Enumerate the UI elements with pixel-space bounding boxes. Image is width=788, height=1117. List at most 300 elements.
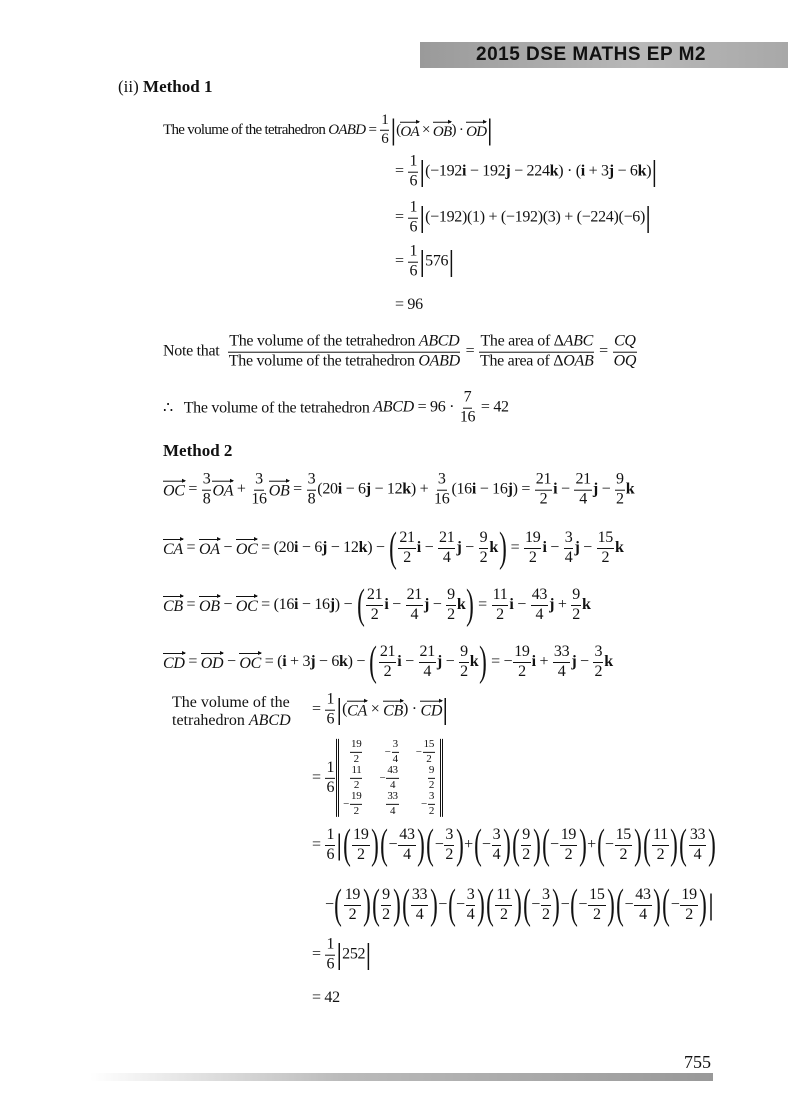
unit-vector-j: j	[507, 481, 513, 498]
vector-cb: CB	[163, 594, 183, 616]
fraction	[352, 827, 369, 864]
fraction	[408, 244, 418, 281]
text: (	[396, 121, 401, 138]
text: −	[401, 653, 418, 670]
text: (16	[451, 481, 472, 498]
paren-glyph: )	[392, 882, 401, 928]
denominator: 4	[466, 905, 475, 923]
unit-vector-j: j	[592, 481, 598, 498]
numerator: 1	[325, 760, 335, 779]
right-paren	[670, 824, 679, 866]
text: The volume of the tetrahedron	[163, 121, 329, 138]
left-paren	[388, 527, 397, 569]
fraction	[553, 644, 570, 681]
numerator: 43	[531, 587, 548, 606]
denominator: 2	[370, 605, 379, 623]
denominator: 2	[479, 548, 488, 566]
text: =	[312, 701, 325, 718]
sign: −	[420, 798, 427, 811]
unit-vector-j: j	[436, 653, 442, 670]
fraction	[428, 791, 435, 817]
fraction	[597, 530, 614, 567]
right-paren	[392, 884, 401, 926]
fraction	[350, 791, 362, 817]
text: =	[312, 946, 325, 963]
denominator: 4	[403, 845, 411, 863]
text: 252	[342, 946, 366, 963]
denominator: 4	[410, 605, 419, 623]
paren-glyph: (	[541, 822, 550, 868]
unit-vector-k: k	[402, 481, 411, 498]
numerator: 19	[560, 827, 577, 846]
denominator: 8	[307, 490, 316, 508]
paren-glyph: (	[570, 882, 578, 928]
text: = −	[487, 653, 513, 670]
fraction	[398, 827, 415, 864]
text: ) −	[367, 539, 389, 556]
unit-vector-k: k	[469, 653, 479, 670]
left-paren	[616, 884, 625, 926]
denominator: 6	[381, 130, 389, 147]
sign: −	[379, 772, 386, 784]
fraction	[307, 472, 317, 509]
denominator: 4	[415, 905, 424, 923]
text: −	[325, 896, 334, 913]
text: =	[395, 163, 408, 180]
fraction	[406, 587, 423, 624]
numerator: 11	[652, 827, 669, 846]
unit-vector-j: j	[329, 596, 335, 613]
vector-oa: OA	[212, 479, 233, 501]
unit-vector-i: i	[509, 596, 514, 613]
fraction	[428, 765, 435, 791]
text: = (20	[257, 539, 295, 556]
text: −	[441, 653, 459, 670]
unit-vector-i: i	[397, 653, 402, 670]
paren-glyph: (	[512, 822, 520, 868]
paren-glyph: (	[369, 639, 378, 685]
numerator: 3	[202, 472, 212, 491]
left-paren	[473, 824, 482, 866]
right-paren	[478, 641, 487, 683]
text: −	[576, 653, 593, 670]
paren-glyph: )	[653, 882, 661, 928]
unit-vector-j: j	[456, 539, 462, 556]
paren-glyph: )	[532, 822, 541, 868]
fraction	[521, 827, 531, 864]
right-paren	[653, 884, 662, 926]
numerator: 21	[398, 530, 415, 549]
text: ) · (	[558, 163, 581, 180]
fraction	[408, 154, 418, 191]
left-paren	[485, 884, 494, 926]
right-paren	[498, 527, 507, 569]
text: −	[219, 596, 236, 613]
text: =	[184, 653, 201, 670]
unit-vector-i: i	[553, 481, 558, 498]
sign: −	[415, 745, 422, 758]
denominator: 2	[541, 905, 550, 923]
unit-vector-k: k	[625, 481, 635, 498]
fraction	[444, 827, 454, 864]
text-fraction	[228, 334, 461, 371]
fraction	[531, 587, 548, 624]
text: − 16	[476, 481, 508, 498]
left-paren	[662, 884, 671, 926]
sign: −	[384, 745, 391, 758]
equation-cb	[163, 584, 591, 626]
vector-od: OD	[201, 651, 224, 673]
equation-m1-vol-def	[163, 113, 492, 148]
text: =	[506, 539, 524, 556]
text-fraction	[479, 334, 594, 371]
left-paren	[380, 824, 389, 866]
fraction	[386, 765, 398, 791]
paren-glyph: (	[334, 882, 342, 928]
text: (−192	[425, 163, 462, 180]
fraction	[615, 827, 632, 864]
vector-cd: CD	[420, 699, 442, 721]
denominator: 6	[326, 845, 335, 863]
text: − 6	[341, 481, 366, 498]
text: =	[312, 836, 325, 853]
numerator: 1	[408, 154, 418, 173]
denominator: 4	[423, 662, 432, 680]
fraction	[366, 587, 383, 624]
text: + 3	[584, 163, 609, 180]
numerator: 11	[495, 887, 512, 906]
header-title: 2015 DSE MATHS EP M2	[476, 44, 706, 65]
text: −	[604, 836, 614, 853]
numerator: 33	[689, 827, 706, 846]
denominator: 2	[592, 905, 601, 923]
denominator: 16	[434, 490, 450, 508]
italic-name: OQ	[613, 352, 637, 370]
numerator: 21	[438, 530, 455, 549]
italic-name: OAB	[563, 352, 594, 370]
m2-label-line2-wrap	[172, 712, 291, 730]
vector-ob: OB	[269, 479, 290, 501]
abs-bar: |	[336, 828, 342, 861]
unit-vector-i: i	[542, 539, 547, 556]
denominator: 2	[572, 605, 580, 623]
text: ×	[367, 701, 384, 718]
denominator: 2	[426, 752, 432, 765]
denominator: 6	[409, 172, 418, 190]
text: −	[546, 539, 563, 556]
text: = 42	[477, 399, 509, 416]
fraction	[202, 472, 212, 509]
text: =	[474, 596, 491, 613]
denominator: 2	[619, 845, 628, 863]
text: − 224	[510, 163, 550, 180]
paren-glyph: (	[401, 882, 410, 928]
equation-cd	[163, 641, 613, 683]
fraction	[386, 791, 398, 817]
italic-name: OABD	[418, 352, 460, 370]
text: + 3	[286, 653, 311, 670]
denominator: 6	[326, 778, 335, 796]
numerator: 3	[541, 887, 551, 906]
numerator: 21	[406, 587, 423, 606]
abs-bar: |	[419, 155, 425, 188]
text: +	[587, 836, 596, 853]
text: =	[395, 253, 408, 270]
denominator: 2	[383, 662, 392, 680]
part-label: (ii)	[118, 77, 139, 96]
right-paren	[417, 824, 426, 866]
equation-m2-step	[312, 937, 371, 974]
right-paren	[607, 884, 616, 926]
text: −	[219, 539, 236, 556]
det-entry	[379, 765, 399, 791]
right-paren	[362, 884, 371, 926]
unit-vector-k: k	[549, 163, 559, 180]
text: −	[388, 836, 398, 853]
fraction	[593, 644, 603, 681]
fraction	[492, 827, 502, 864]
numerator: 19	[680, 887, 697, 906]
denominator: 2	[496, 605, 504, 623]
paren-glyph: )	[513, 882, 522, 928]
numerator: 21	[535, 472, 552, 491]
abs-bar: |	[336, 693, 342, 726]
fraction	[588, 887, 605, 924]
numerator: 3	[307, 472, 317, 491]
left-paren	[679, 824, 688, 866]
text: +	[535, 653, 552, 670]
unit-vector-k: k	[489, 539, 498, 556]
vector-oc: OC	[239, 651, 261, 673]
left-paren	[426, 824, 435, 866]
unit-vector-j: j	[571, 653, 577, 670]
fraction	[615, 472, 625, 509]
m2-volume-label	[172, 694, 291, 730]
method2-title: Method 2	[163, 441, 233, 460]
paren-glyph: (	[426, 822, 434, 868]
italic-name: ABCD	[373, 399, 414, 416]
text: The volume of the tetrahedron	[229, 332, 419, 350]
fraction	[680, 887, 697, 924]
denominator: 6	[326, 955, 335, 973]
denominator: 8	[202, 490, 211, 508]
equation-note	[163, 334, 638, 371]
paren-glyph: )	[699, 882, 708, 928]
denominator: 2	[518, 662, 526, 680]
text: Note that	[163, 343, 227, 360]
fraction	[571, 587, 581, 624]
equation-m2-expand1	[312, 824, 716, 866]
text: = (	[261, 653, 283, 670]
numerator: 3	[437, 472, 447, 491]
right-paren	[552, 884, 561, 926]
text: −	[579, 539, 596, 556]
fraction	[459, 390, 476, 427]
m2-label-italic: ABCD	[248, 712, 291, 729]
numerator: 33	[553, 644, 570, 663]
numerator: 43	[398, 827, 415, 846]
fraction	[250, 472, 267, 509]
unit-vector-k: k	[637, 163, 647, 180]
denominator: 2	[685, 905, 693, 923]
text: (20	[317, 481, 338, 498]
denominator: 2	[616, 490, 624, 508]
abs-bar: |	[442, 693, 448, 726]
paren-glyph: )	[633, 822, 642, 868]
vector-od: OD	[466, 120, 486, 141]
numerator: 15	[615, 827, 632, 846]
text: ) +	[410, 481, 433, 498]
fraction	[459, 644, 469, 681]
text: =	[289, 481, 306, 498]
text: The area of Δ	[480, 352, 564, 370]
italic-name: ABCD	[418, 332, 460, 350]
denominator: 2	[528, 548, 537, 566]
left-paren	[342, 824, 351, 866]
numerator: 3	[466, 887, 476, 906]
numerator: 19	[524, 530, 541, 549]
unit-vector-j: j	[505, 163, 511, 180]
denominator: 2	[447, 605, 455, 623]
numerator: 9	[428, 765, 435, 779]
italic-name: ABC	[563, 332, 593, 350]
denominator: 6	[409, 218, 418, 236]
header-banner	[420, 42, 788, 68]
right-paren	[707, 824, 716, 866]
vector-cd: CD	[163, 651, 185, 673]
text: ∴ The volume of the tetrahedron	[163, 400, 374, 417]
numerator: 1	[325, 937, 335, 956]
denominator: 2	[445, 845, 454, 863]
vector-oc: OC	[163, 479, 185, 501]
det-entry	[343, 739, 363, 765]
numerator: 1	[408, 244, 418, 263]
numerator: 9	[459, 644, 469, 663]
left-paren	[371, 884, 380, 926]
text: − 192	[466, 163, 506, 180]
sign: −	[343, 798, 350, 811]
left-paren	[642, 824, 651, 866]
left-paren	[401, 884, 410, 926]
equation-ca	[163, 527, 624, 569]
left-paren	[522, 884, 531, 926]
fraction	[325, 760, 335, 797]
fraction	[446, 587, 456, 624]
unit-vector-i: i	[337, 481, 342, 498]
italic-name: OABD	[328, 121, 366, 138]
text: − 16	[298, 596, 330, 613]
denominator: 2	[428, 804, 435, 817]
fraction	[350, 739, 362, 765]
vector-ob: OB	[199, 594, 220, 616]
numerator: 3	[492, 827, 502, 846]
left-paren	[596, 824, 605, 866]
text: −	[624, 896, 634, 913]
det-entry	[379, 791, 399, 817]
abs-bar: |	[336, 938, 342, 971]
denominator: 2	[594, 662, 603, 680]
text: −	[597, 481, 615, 498]
left-paren	[511, 824, 520, 866]
numerator: 19	[352, 827, 369, 846]
text: ) −	[334, 596, 356, 613]
text: =	[395, 209, 408, 226]
numerator	[228, 334, 460, 353]
text: (−192)(1) + (−192)(3) + (−224)(−6)	[425, 209, 646, 226]
text: =	[365, 121, 380, 138]
text: −	[550, 836, 559, 853]
determinant	[336, 739, 443, 817]
page-number: 755	[684, 1052, 711, 1072]
left-paren	[569, 884, 578, 926]
paren-glyph: )	[707, 822, 716, 868]
numerator: 33	[386, 791, 398, 805]
equation-oc	[163, 472, 634, 509]
det-entry	[343, 765, 363, 791]
text: −	[455, 896, 465, 913]
text: −	[420, 539, 438, 556]
text: −	[481, 836, 491, 853]
numerator: 21	[574, 472, 591, 491]
denominator: 2	[428, 778, 435, 791]
left-paren	[334, 884, 343, 926]
denominator: 4	[392, 752, 398, 765]
fraction	[350, 765, 362, 791]
left-paren	[447, 884, 456, 926]
numerator: 11	[492, 587, 509, 606]
unit-vector-j: j	[424, 596, 430, 613]
numerator: 9	[615, 472, 625, 491]
denominator: 2	[403, 548, 411, 566]
equation-m2-expand2	[325, 884, 714, 926]
text: =	[184, 481, 201, 498]
text: =	[312, 769, 325, 786]
text: 576	[425, 253, 449, 270]
unit-vector-k: k	[604, 653, 613, 670]
denominator: 2	[539, 490, 548, 508]
numerator: 3	[593, 644, 603, 663]
paren-glyph: )	[371, 822, 379, 868]
denominator: 2	[601, 548, 610, 566]
fraction	[408, 200, 418, 237]
m2-label-line1: The volume of the	[172, 694, 290, 711]
paren-glyph: (	[522, 882, 531, 928]
fraction	[564, 530, 574, 567]
numerator: 9	[446, 587, 456, 606]
equation-m1-step1	[395, 154, 657, 191]
text: =	[461, 343, 478, 360]
fraction	[574, 472, 591, 509]
text: = 96	[395, 296, 423, 313]
numerator: 15	[423, 739, 435, 753]
denominator	[613, 353, 638, 371]
fraction	[398, 530, 415, 567]
unit-vector-k: k	[581, 596, 591, 613]
paren-glyph: (	[486, 882, 494, 928]
text: −	[513, 596, 530, 613]
unit-vector-i: i	[531, 653, 536, 670]
left-paren	[369, 641, 378, 683]
denominator: 2	[353, 804, 359, 817]
fraction	[423, 739, 435, 765]
numerator: 33	[411, 887, 428, 906]
fraction	[524, 530, 541, 567]
paren-glyph: (	[642, 822, 651, 868]
paren-glyph: )	[417, 822, 425, 868]
numerator: 3	[564, 530, 574, 549]
text: +	[464, 836, 473, 853]
abs-bar: |	[390, 113, 396, 146]
